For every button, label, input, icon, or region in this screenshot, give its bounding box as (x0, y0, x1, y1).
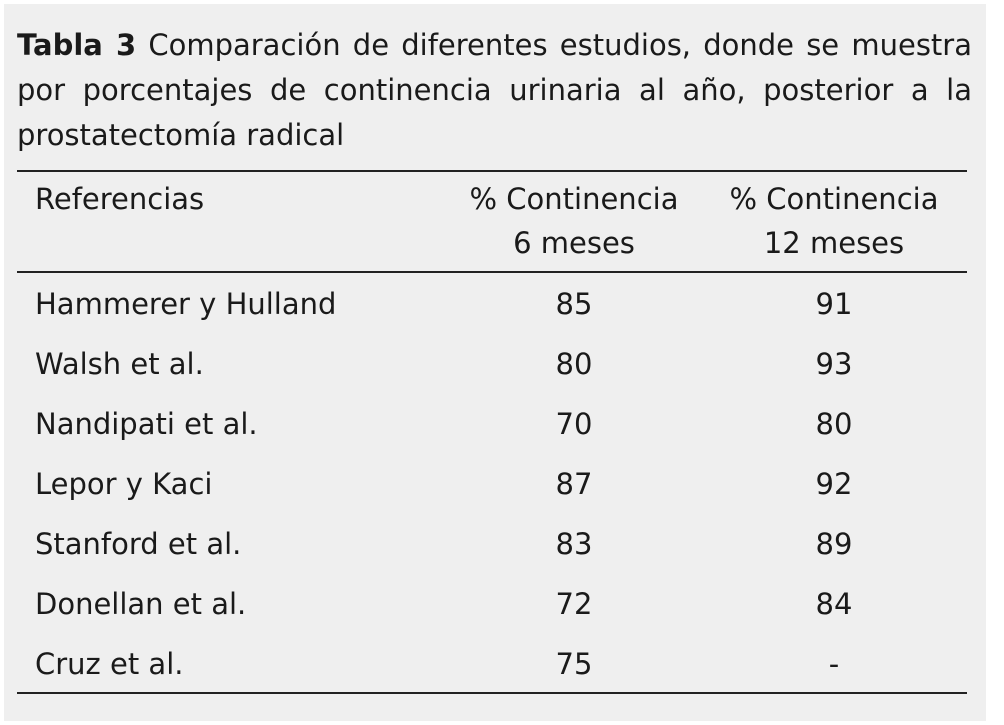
cell-reference: Nandipati et al. (35, 407, 258, 441)
table-top-rule (17, 170, 967, 172)
header-continencia-12 (674, 177, 994, 265)
table-row (17, 514, 967, 574)
header-continencia-6-line1: % Continencia (469, 182, 679, 216)
table-row (17, 274, 967, 334)
cell-continencia-6: 75 (555, 647, 593, 681)
cell-continencia-6: 70 (555, 407, 593, 441)
header-referencias (35, 177, 204, 221)
table-row (17, 454, 967, 514)
table-header-rule (17, 271, 967, 273)
table-row (17, 334, 967, 394)
cell-continencia-6: 85 (555, 287, 593, 321)
cell-reference: Walsh et al. (35, 347, 204, 381)
cell-reference: Cruz et al. (35, 647, 184, 681)
cell-continencia-12: - (828, 647, 840, 681)
table-caption (17, 23, 972, 158)
cell-continencia-6: 80 (555, 347, 593, 381)
cell-reference: Lepor y Kaci (35, 467, 213, 501)
cell-continencia-12: 91 (815, 287, 853, 321)
cell-reference: Hammerer y Hulland (35, 287, 337, 321)
table-row (17, 574, 967, 634)
caption-label: Tabla 3 (17, 28, 137, 62)
header-continencia-12-line1: % Continencia (729, 182, 939, 216)
cell-continencia-12: 92 (815, 467, 853, 501)
cell-continencia-6: 87 (555, 467, 593, 501)
header-continencia-12-line2: 12 meses (763, 226, 905, 260)
table-row (17, 634, 967, 694)
table-bottom-rule (17, 692, 967, 694)
cell-reference: Stanford et al. (35, 527, 242, 561)
cell-continencia-6: 83 (555, 527, 593, 561)
table-panel (4, 4, 986, 721)
header-continencia-6-line2: 6 meses (513, 226, 635, 260)
cell-continencia-12: 80 (815, 407, 853, 441)
table-body (17, 274, 967, 694)
cell-continencia-6: 72 (555, 587, 593, 621)
cell-continencia-12: 84 (815, 587, 853, 621)
caption-text: Comparación de diferentes estudios, donde se muestra por porcentajes de continencia urinaria al año, posterior a la prostatectomía radical (17, 28, 972, 152)
cell-reference: Donellan et al. (35, 587, 247, 621)
cell-continencia-12: 93 (815, 347, 853, 381)
cell-continencia-12: 89 (815, 527, 853, 561)
table-row (17, 394, 967, 454)
header-referencias-label: Referencias (35, 182, 205, 216)
